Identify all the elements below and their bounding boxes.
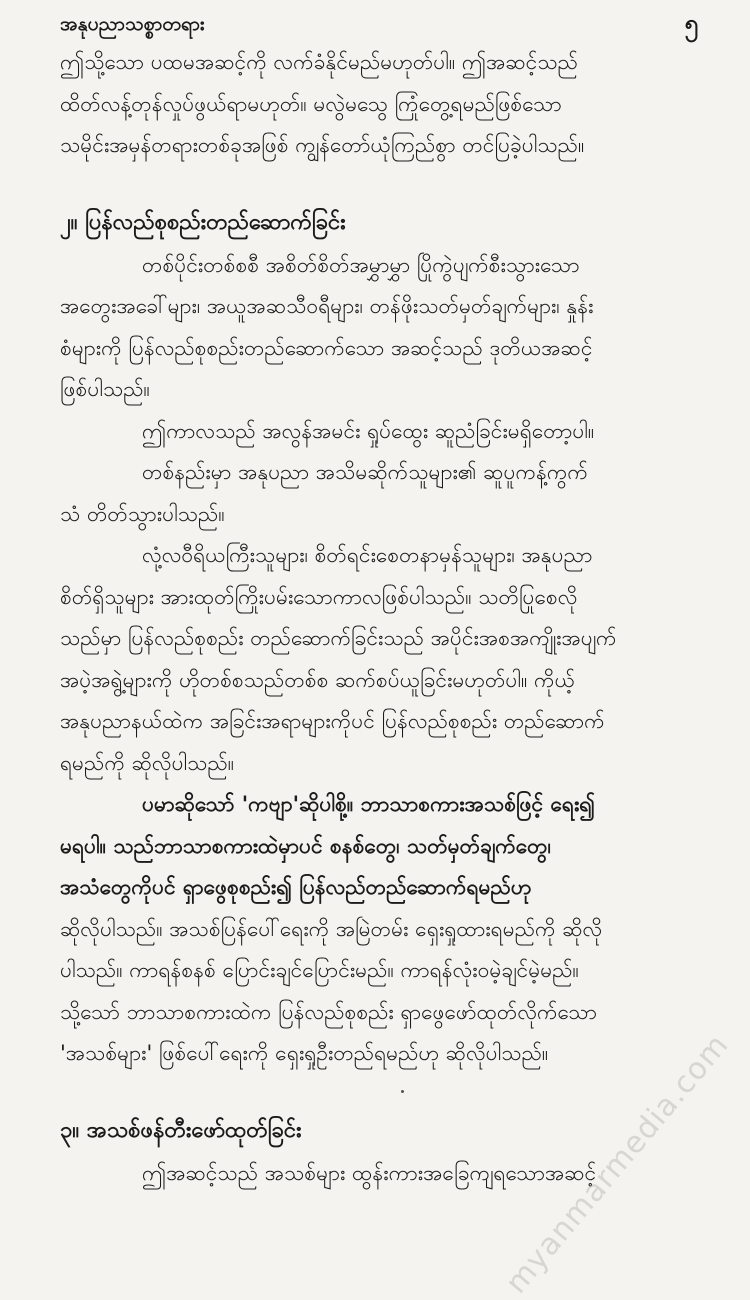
paragraph-line: သည်မှာ ပြန်လည်စုစည်း တည်ဆောက်ခြင်းသည် အပိုင်းအစအကျိုးအပျက်: [60, 626, 617, 650]
paragraph-line: လုံ့လဝီရိယကြီးသူများ၊ စိတ်ရင်းစေတနာမှန်သူများ၊ အနုပညာ: [142, 543, 593, 567]
paragraph-line: အပဲ့အရွဲ့များကို ဟိုတစ်စသည်တစ်စ ဆက်စပ်ယူခြင်းမဟုတ်ပါ။ ကိုယ့်: [60, 667, 575, 692]
paragraph-line: ဤကာလသည် အလွန်အမင်း ရှုပ်ထွေး ဆူညံခြင်းမရှိတော့ပါ။: [142, 418, 595, 443]
paragraph-line-bold: ပမာဆိုသော် 'ကဗျာ'ဆိုပါစို့။ ဘာသာစကားအသစ်ဖြင့် ရေး၍: [142, 792, 595, 816]
stray-dot: [401, 1090, 404, 1093]
paragraph-line: စံများကို ပြန်လည်စုစည်းတည်ဆောက်သော အဆင့်သည် ဒုတိယအဆင့်: [60, 335, 593, 360]
paragraph-line: ဖြစ်ပါသည်။: [60, 377, 150, 401]
paragraph-line-bold: အသံတွေကိုပင် ရှာဖွေစုစည်း၍ ပြန်လည်တည်ဆောက်ရမည်ဟု: [60, 875, 532, 899]
paragraph-line: ဤအဆင့်သည် အသစ်များ ထွန်းကားအခြေကျရသောအဆင့်: [142, 1160, 597, 1185]
paragraph-line: သို့သော် ဘာသာစကားထဲက ပြန်လည်စုစည်း ရှာဖွေဖော်ထုတ်လိုက်သော: [60, 999, 598, 1024]
watermark: myanmarmedia.com: [499, 1027, 736, 1300]
paragraph-line: ဆိုလိုပါသည်။ အသစ်ပြန်ပေါ်ရေးကို အမြဲတမ်း ရှေးရှုထားရမည်ကို ဆိုလို: [60, 916, 603, 941]
section-heading-2: ၂။ ပြန်လည်စုစည်းတည်ဆောက်ခြင်း: [60, 209, 346, 235]
paragraph-line: သမိုင်းအမှန်တရားတစ်ခုအဖြစ် ကျွန်တော်ယုံကြည်စွာ တင်ပြခဲ့ပါသည်။: [60, 133, 585, 157]
paragraph-line: စိတ်ရှိသူများ အားထုတ်ကြိုးပမ်းသောကာလဖြစ်ပါသည်။ သတိပြုစေလို: [60, 584, 578, 609]
paragraph-line: ရမည်ကို ဆိုလိုပါသည်။: [60, 750, 235, 775]
paragraph-line: 'အသစ်များ' ဖြစ်ပေါ်ရေးကို ရှေးရှုဦးတည်ရမည်ဟု ဆိုလိုပါသည်။: [60, 1041, 549, 1065]
page-number: ၅: [684, 9, 698, 37]
running-header: အနုပညာသစ္စာတရား: [60, 13, 205, 35]
paragraph-line: ပါသည်။ ကာရန်စနစ် ပြောင်းချင်ပြောင်းမည်။ ကာရန်လုံးဝမဲ့ချင်မဲ့မည်။: [60, 958, 579, 982]
body-text: [60, 42, 710, 1194]
paragraph-line: သံ တိတ်သွားပါသည်။: [60, 501, 225, 526]
section-heading-3: ၃။ အသစ်ဖန်တီးဖော်ထုတ်ခြင်း: [60, 1117, 302, 1143]
paragraph-line: အတွေးအခေါ်များ၊ အယူအဆသီဝရီများ၊ တန်ဖိုးသတ်မှတ်ချက်များ၊ နှုန်း: [60, 294, 594, 318]
paragraph-line: ဤသို့သော ပထမအဆင့်ကို လက်ခံနိုင်မည်မဟုတ်ပါ။ ဤအဆင့်သည်: [60, 50, 578, 74]
paragraph-line-bold: မရပါ။ သည်ဘာသာစကားထဲမှာပင် စနစ်တွေ၊ သတ်မှတ်ချက်တွေ၊: [60, 833, 551, 858]
paragraph-line: အနုပညာနယ်ထဲက အခြင်းအရာများကိုပင် ပြန်လည်စုစည်း တည်ဆောက်: [60, 709, 605, 733]
paragraph-line: တစ်နည်းမှာ အနုပညာ အသိမဆိုက်သူများ၏ ဆူပူကန့်ကွက်: [142, 460, 588, 484]
paragraph-line: တစ်ပိုင်းတစ်စစီ အစိတ်စိတ်အမွှာမွှာ ပြိုကွဲပျက်စီးသွားသော: [142, 252, 580, 277]
paragraph-line: ထိတ်လန့်တုန်လှုပ်ဖွယ်ရာမဟုတ်။ မလွဲမသွေ ကြုံတွေ့ရမည်ဖြစ်သော: [60, 91, 562, 116]
